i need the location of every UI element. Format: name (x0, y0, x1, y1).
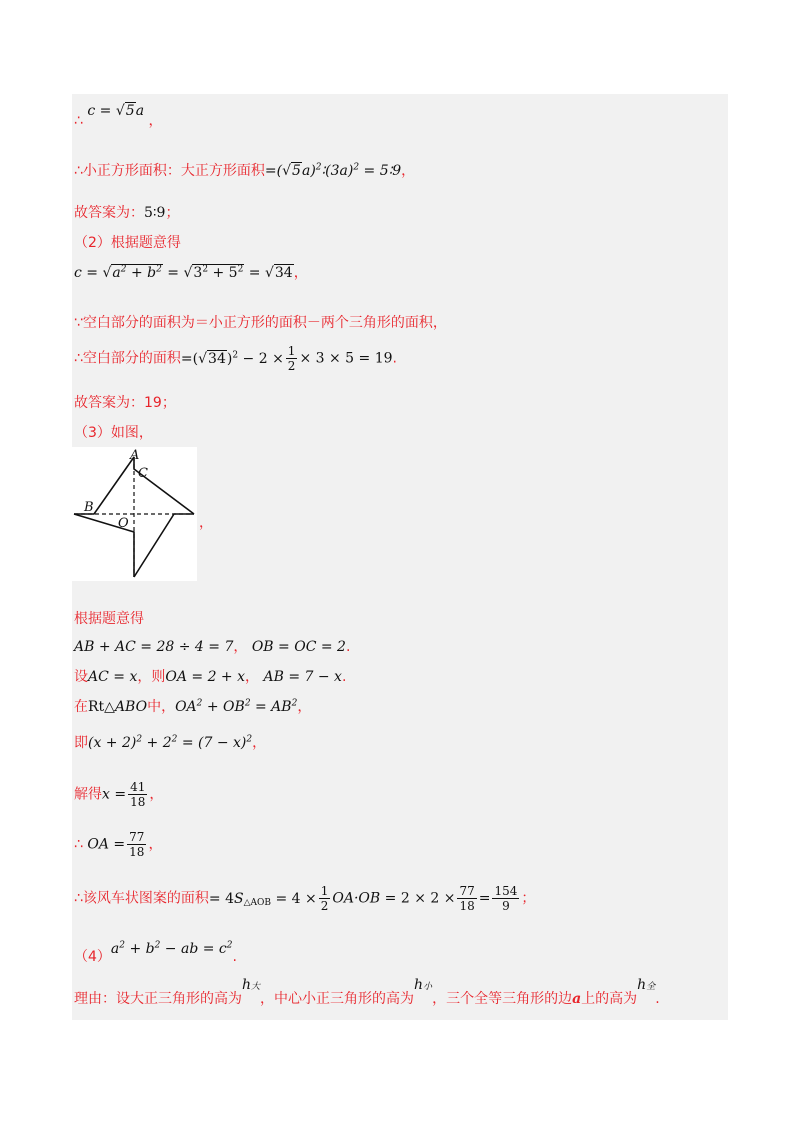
line-part-3-heading: （3）如图， (74, 425, 153, 441)
line-according-to-problem: 根据题意得 (74, 611, 144, 627)
math-equation: $(x + 2)^2 + 2^2 = (7 - x)^2$ (88, 734, 253, 751)
fraction-77-18: $\frac{77}{18}$ (129, 830, 145, 859)
fraction-one-half: $\frac{1}{2}$ (287, 344, 296, 373)
line-let-ac-x: 设AC = x，则OA = 2 + x， AB = 7 − x. (74, 669, 347, 685)
math-h-congruent: h全 (637, 977, 656, 993)
label-o: O (118, 516, 129, 531)
math-c-sqrt5a: c = √5a (87, 103, 145, 119)
fraction-41-18: $\frac{41}{18}$ (130, 780, 146, 809)
figure-trailing-comma: ， (199, 515, 213, 531)
label-a: A (130, 448, 140, 463)
fraction-77-18-b: $\frac{77}{18}$ (459, 884, 475, 913)
line-c-sqrt34: $c = √a^2 + b^2 = √3^2 + 5^2 = √34$， (74, 264, 308, 281)
math-blank-area-a: $=(√34)^2 - 2$ × (180, 349, 284, 367)
math-h-big: h大 (242, 977, 261, 993)
math-part-4: $a^2 + b^2$ − ab = $c^2$ (110, 940, 233, 957)
line-part-4: $(4)a^2 + b^2$ − ab = $c^2$. (74, 940, 237, 965)
label-b: B (84, 500, 94, 515)
fraction-half-2: $\frac{1}{2}$ (320, 884, 329, 913)
line-blank-area-def: ∵空白部分的面积为＝小正方形的面积－两个三角形的面积， (74, 315, 447, 331)
line-c-equals-sqrt5a: ∴ c = √5a ， (74, 103, 163, 129)
math-pythagoras: $OA^2 + OB^2 = AB^2$ (175, 698, 298, 715)
math-c-sqrt34: $c = √a^2 + b^2 = √3^2 + 5^2 = √34$ (74, 264, 293, 281)
line-ab-ac: AB + AC = 28 ÷ 4 = 7， OB = OC = 2. (74, 639, 351, 655)
line-oa-value: ∴ OA = $\frac{77}{18}$ ， (74, 830, 163, 859)
math-rt-triangle: Rt△ABO (88, 699, 148, 715)
label-c: C (138, 466, 148, 481)
line-solve-x: 解得x = $\frac{41}{18}$ ， (74, 780, 164, 809)
math-windmill-a: = 4S△AOB = 4 × (208, 890, 317, 908)
line-answer-1: 故答案为：5∶9； (74, 205, 180, 221)
line-windmill-area: ∴该风车状图案的面积= 4S△AOB = 4 × $\frac{1}{2}$ OA·OB = 2 × 2 × $\frac{77}{18}$ = $\frac{154}{9}$ ； (74, 884, 536, 913)
line-equation: 即$(x + 2)^2 + 2^2 = (7 - x)^2$， (74, 734, 267, 751)
math-h-small: h小 (414, 977, 433, 993)
windmill-figure (72, 447, 197, 581)
fraction-154-9: $\frac{154}{9}$ (494, 884, 518, 913)
math-area-ratio: $=(√5a)^2∶(3a)^2$ = 5∶9 (264, 162, 402, 179)
line-answer-2: 故答案为：19； (74, 395, 176, 411)
line-pythagoras: 在Rt△ABO中，$OA^2 + OB^2 = AB^2$， (74, 698, 312, 715)
line-blank-area-calc: ∴空白部分的面积$=(√34)^2 - 2$ × $\frac{1}{2}$ × 3 × 5 = 19. (74, 344, 397, 373)
line-part-2-heading: （2）根据题意得 (74, 235, 181, 251)
math-windmill-b: OA·OB = 2 × 2 × (332, 890, 456, 907)
line-reason: 理由：设大正三角形的高为h大，中心小正三角形的高为h小，三个全等三角形的边a上的高为h全. (74, 977, 660, 1007)
line-area-ratio: ∴小正方形面积：大正方形面积$=(√5a)^2∶(3a)^2$ = 5∶9， (74, 162, 416, 179)
